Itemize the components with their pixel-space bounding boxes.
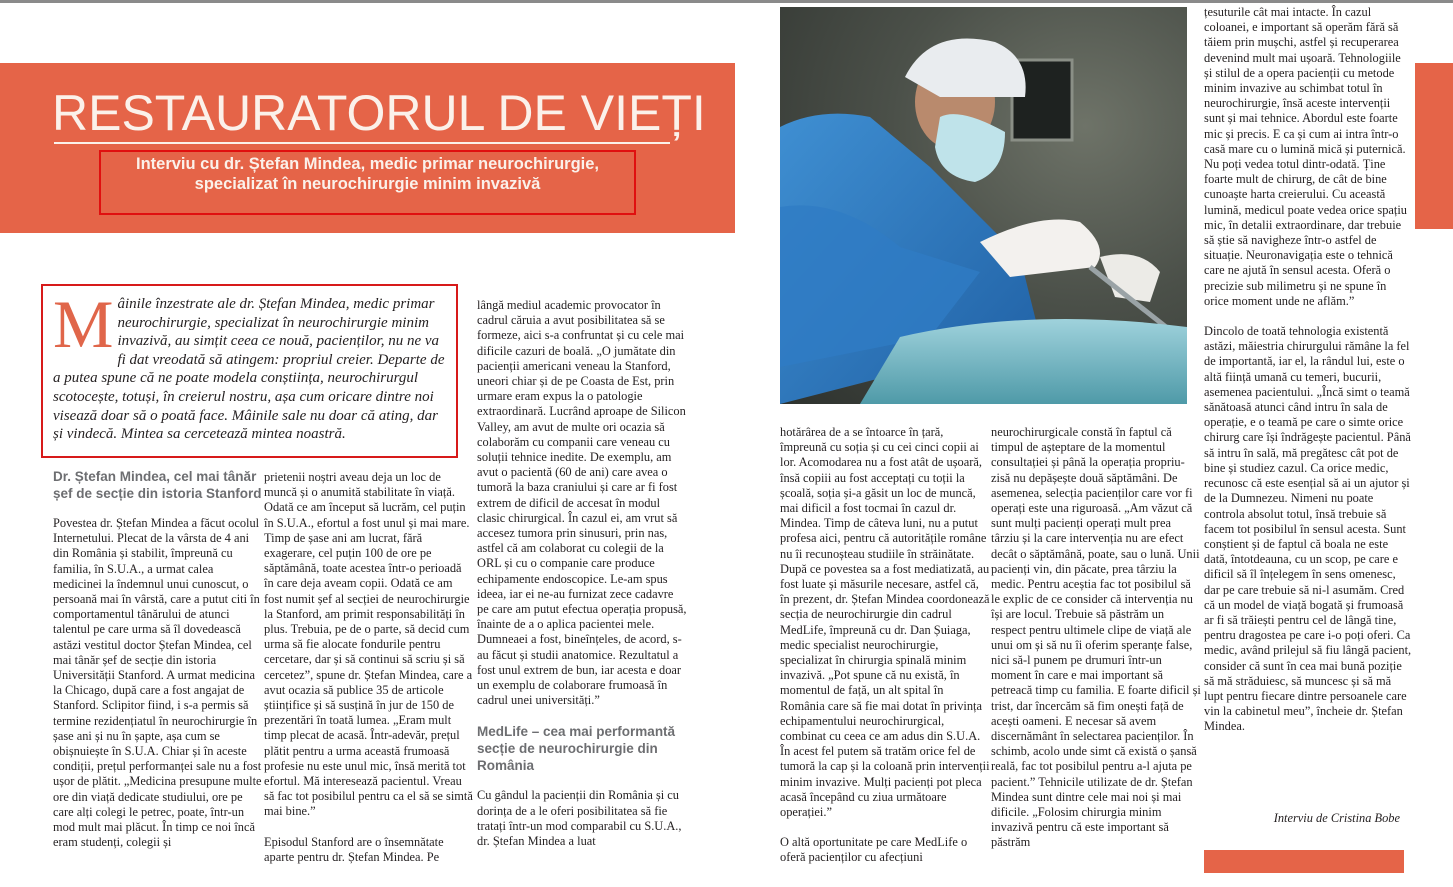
body-paragraph: țesuturile cât mai intacte. În cazul coloanei, e important să operăm fără să tăiem prin mușchi, astfel și recuperarea devenind mult mai ușoară. Tehnologiile și stilul de a opera pacienții cu metode minim invazive au schimbat totul în neurochirurgie, însă aceste intervenții sunt și mai tehnice. Abordul este foarte mic și precis. E ca și cum ai intra într-o casă mare cu o lumină mică și puternică. Nu poți vedea totul dintr-odată. Ține foarte mult de chirurg, de cât de bine cunoaște harta creierului. Cu această lumină, medicul poate vedea orice spațiu mic, în detalii extraordinare, dar trebuie să știe să navigheze într-o astfel de situație. Neuronavigația este o tehnică care ne ajută în sensul acesta. Oferă o precizie sub milimetru și ne spune în orice moment unde ne aflăm.”: [1204, 5, 1407, 308]
surgical-mask: [935, 114, 1005, 182]
lead-paragraph: [53, 286, 451, 444]
surgeon-illustration: [780, 7, 1187, 404]
title-underline: [54, 142, 670, 144]
body-paragraph: Povestea dr. Ștefan Mindea a făcut ocolul Internetului. Plecat de la vârsta de 4 ani din România și stabilit, împreună cu familia, în S.U.A., a urmat calea medicinei la îndemnul unui cunoscut, o persoană mai în vârstă, care a putut citi în comportamentul tânărului de atunci talentul pe care urma să îl dovedească astăzi vestitul doctor Ștefan Mindea, cel mai tânăr șef de secție din istoria Universității Stanford. A urmat medicina la Chicago, după care a fost angajat de Stanford. Sclipitor fiind, i s-a permis să termine rezidențiatul în neurochirurgie în șase ani și nu în șapte, așa cum se obișnuiește în S.U.A. Chiar și în aceste condiții, prețul performanței sale nu a fost ușor de plătit. „Medicina presupune multe ore din viață dedicate studiului, ore pe care alți colegi le petrec, poate, într-un mod mult mai plăcut. În timp ce noi încă eram studenți, colegii și: [53, 516, 262, 850]
body-paragraph: lângă mediul academic provocator în cadrul căruia a avut posibilitatea să se formeze, aici s-a confruntat și cu cele mai dificile cazuri de boală. „O jumătate din pacienții americani veneau la Stanford, uneori chiar și de pe Coasta de Est, prin urmare eram expus la o patologie extraordinară. Lucrând aproape de Silicon Valley, am avut de multe ori ocazia să colaborăm cu companii care veneau cu soluții tehnice inedite. De exemplu, am avut o pacientă (60 de ani) care avea o tumoră la baza craniului și care ar fi fost extrem de dificil de accesat în modul clasic chirurgical. În cazul ei, am vrut să accesez tumora prin sinusuri, prin nas, astfel că am colaborat cu colegii de la ORL și cu o companie care produce echipamente endoscopice. Le-am spus ideea, iar ei ne-au furnizat zece cadavre pe care am putut efectua operația propusă, înainte de a o aplica pacientei mele. Dumneaei a fost, bineînțeles, de acord, s-au făcut și studii anatomice. Rezultatul a fost unul extrem de bun, iar acesta e doar un exemplu de colaborare frumoasă în cadrul unei universități.”: [477, 298, 687, 708]
text-column-3: [477, 298, 687, 887]
section-heading: MedLife – cea mai performantă secție de neurochirurgie din România: [477, 724, 676, 774]
text-column-4: [780, 425, 990, 887]
text-column-1: [53, 468, 263, 887]
article-subtitle: [99, 154, 636, 194]
page-top-edge: [0, 0, 1453, 3]
article-title: RESTAURATORUL DE VIEȚI: [52, 85, 706, 141]
body-paragraph: prietenii noștri aveau deja un loc de muncă și o anumită stabilitate în viață. Odată ce am început să lucrăm, cel puțin în S.U.A., efortul a fost unul și mai mare. Timp de șase ani am lucrat, fără exagerare, cel puțin 100 de ore pe săptămână, toate acestea într-o perioadă în care deja aveam copii. Odată ce am fost numit șef al secției de neurochirurgie la Stanford, am primit responsabilități în plus. Trebuia, pe de o parte, să decid cum urma să fie alocate fondurile pentru cercetare, dar și să continui să scriu și să cercetez”, spune dr. Ștefan Mindea, care a avut ocazia să publice 35 de articole științifice și să susțină în jur de 150 de prezentări în toată lumea. „Eram mult timp plecat de acasă. Într-adevăr, prețul plătit pentru a urma această frumoasă profesie nu este unul mic, însă merită tot efortul. Mă interesează pacientul. Vreau să fac tot posibilul pentru ca el să se simtă mai bine.”: [264, 470, 473, 819]
subtitle-line: Interviu cu dr. Ștefan Mindea, medic primar neurochirurgie,: [135, 155, 600, 173]
body-paragraph: Dincolo de toată tehnologia existentă astăzi, măiestria chirurgului rămâne la fel de importantă, iar el, la rândul lui, este o altă ființă umană cu temeri, bucurii, asemenea pacientului. „Încă simt o teamă sănătoasă atunci când intru în sala de operație, e o teamă pe care o simte orice chirurg care își îndrăgește pacientul. Până să intru în sală, mă pregătesc cât pot de bine și studiez cazul. Ca orice medic, recunosc că este esențial să ai un ajutor și de la Dumnezeu. Nimeni nu poate controla absolut totul, însă trebuie să facem tot posibilul în sensul acesta. Sunt conștient și de faptul că boala ne este dată, întotdeauna, cu un scop, pe care e dificil să îl înțelegem în sens omenesc, dar pe care trebuie să ni-l asumăm. Cred că un model de viață bogată și frumoasă ar fi să trăiești pentru cel de lângă tine, pentru dragostea pe care i-o poți oferi. Ca medic, având prilejul să fiu lângă pacient, consider că sunt în cea mai bună poziție să mă străduiesc, să muncesc și să mă lupt pentru fiecare dintre persoanele care vin la cabinetul meu”, încheie dr. Ștefan Mindea.: [1204, 324, 1412, 734]
text-column-5: [991, 425, 1201, 887]
body-paragraph: O altă oportunitate pe care MedLife o oferă pacienților cu afecțiuni: [780, 835, 968, 865]
drop-cap: M: [53, 286, 114, 362]
surgeon-photo: [780, 7, 1187, 404]
body-paragraph: Cu gândul la pacienții din România și cu dorința de a le oferi posibilitatea să fie tratați într-un mod comparabil cu S.U.A., dr. Ștefan Mindea a luat: [477, 788, 682, 849]
body-paragraph: Episodul Stanford are o însemnătate aparte pentru dr. Ștefan Mindea. Pe: [264, 834, 444, 864]
section-heading: Dr. Ștefan Mindea, cel mai tânăr șef de secție din istoria Stanford: [53, 469, 262, 501]
body-paragraph: neurochirurgicale constă în faptul că timpul de așteptare de la momentul consultației și până la operația propriu-zisă nu depășește două săptămâni. De asemenea, selecția pacienților care vor fi operați este una riguroasă. „Am văzut că sunt mulți pacienți operați mult prea târziu și la care intervenția nu are efect decât o săptămână, poate, sau o lună. Unii pacienți vin, din păcate, prea târziu la medic. Pentru aceștia fac tot posibilul să le explic de ce consider că intervenția nu își are locul. Trebuie să păstrăm un respect pentru ultimele clipe de viață ale unui om și să nu îi oferim speranțe false, nici să-l punem pe drumuri într-un moment în care e mai important să petreacă timp cu familia. E foarte dificil și trist, dar încercăm să fim onești față de acești oameni. E necesar să avem discernământ în selectarea pacienților. În schimb, acolo unde simt că există o șansă reală, fac tot posibilul pentru a-l ajuta pe pacient.” Tehnicile utilizate de dr. Ștefan Mindea sunt dintre cele mai noi și mai dificile. „Folosim chirurgia minim invazivă pentru că este important să păstrăm: [991, 425, 1201, 850]
byline: Interviu de Cristina Bobe: [1273, 811, 1400, 825]
subtitle-line: specializat în neurochirurgie minim invazivă: [194, 175, 541, 193]
footer-accent-bar: [1204, 850, 1404, 873]
gloved-hand-2: [1100, 254, 1160, 302]
text-column-2: [264, 470, 474, 887]
lead-text: âinile înzestrate ale dr. Ștefan Mindea, medic primar neurochirurgie, specializat în neurochirurgie minim invazivă, au simțit ceea ce nouă, pacienților, nu ne va fi dat vreodată să atingem: propriul creier. Departe de a putea spune că ne poate modela conștiința, neurochirurgul scotocește, totuși, în creierul nostru, așa cum oricare dintre noi visează doar să o poată face. Mâinile sale nu doar că ating, dar și vindecă. Mintea sa cercetează mintea noastră.: [53, 296, 445, 443]
page-edge-tab: [1415, 63, 1453, 229]
text-column-6: [1204, 5, 1412, 805]
body-paragraph: hotărârea de a se întoarce în țară, împreună cu soția și cu cei cinci copii ai lor. Acomodarea nu a fost atât de ușoară, însă copiii au fost acceptați cu toții la școală, soția și-a găsit un loc de muncă, mai dificil a fost tocmai în cazul dr. Mindea. Timp de câteva luni, nu a putut profesa aici, pentru că autoritățile române nu îi recunoșteau studiile în străinătate. După ce povestea sa a fost mediatizată, au fost luate și măsurile necesare, astfel că, în prezent, dr. Ștefan Mindea coordonează secția de neurochirurgie din cadrul MedLife, împreună cu dr. Dan Șuiaga, medic specialist neurochirurgie, specializat în chirurgia spinală minim invazivă. „Pot spune că nu există, în momentul de față, un alt spital în România care să fie mai dotat în privința echipamentului neurochirurgical, combinat cu ceea ce am adus din S.U.A. În acest fel putem să tratăm orice fel de tumoră la cap și la coloană prin intervenții minim invazive. Mulți pacienți pot pleca acasă începând cu ziua următoare operației.”: [780, 425, 990, 820]
